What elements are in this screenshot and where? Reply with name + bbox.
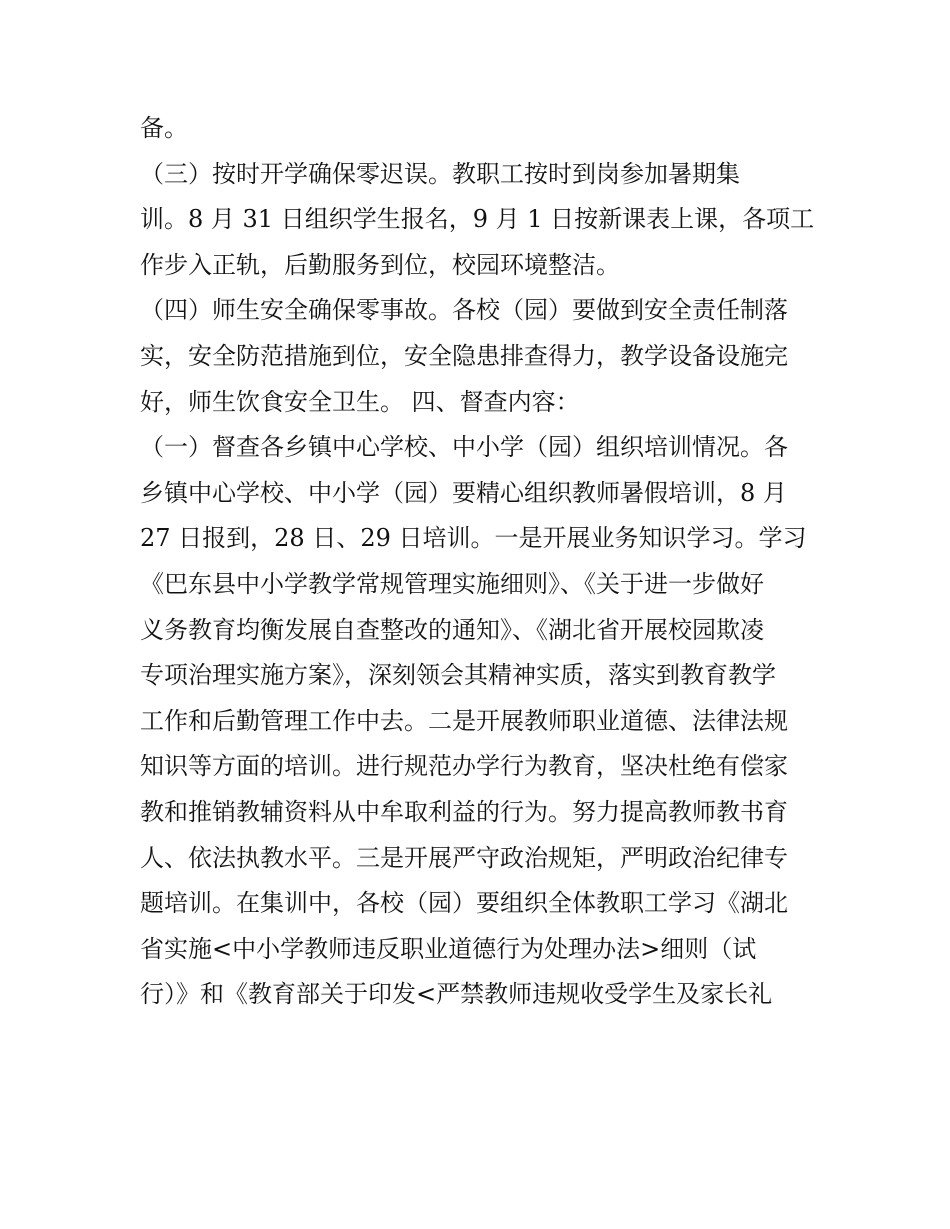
body-text (140, 106, 820, 1018)
text-line: 好，师生饮食安全卫生。 四、督查内容： (140, 387, 580, 416)
text-line: 行）》和《教育部关于印发<严禁教师违规收受学生及家长礼 (140, 980, 773, 1009)
text-line: 教和推销教辅资料从中牟取利益的行为。努力提高教师教书育 (140, 797, 788, 826)
text-line: 训。8 月 31 日组织学生报名，9 月 1 日按新课表上课，各项工 (140, 205, 815, 234)
text-line: （一）督查各乡镇中心学校、中小学（园）组织培训情况。各 (140, 433, 788, 462)
text-line: 专项治理实施方案》，深刻领会其精神实质，落实到教育教学 (140, 661, 776, 690)
text-line: 知识等方面的培训。进行规范办学行为教育，坚决杜绝有偿家 (140, 752, 788, 781)
text-line: 人、依法执教水平。三是开展严守政治规矩，严明政治纪律专 (140, 843, 788, 872)
text-line: 义务教育均衡发展自查整改的通知》、《湖北省开展校园欺凌 (140, 615, 764, 644)
text-line: 《巴东县中小学教学常规管理实施细则》、《关于进一步做好 (140, 569, 764, 598)
text-line: （三）按时开学确保零迟误。教职工按时到岗参加暑期集 (140, 159, 740, 188)
text-line: （四）师生安全确保零事故。各校（园）要做到安全责任制落 (140, 296, 788, 325)
text-line: 27 日报到，28 日、29 日培训。一是开展业务知识学习。学习 (140, 524, 807, 553)
text-line: 实，安全防范措施到位，安全隐患排查得力，教学设备设施完 (140, 341, 788, 370)
text-line: 省实施<中小学教师违反职业道德行为处理办法>细则（试 (140, 934, 757, 963)
text-line: 备。 (140, 114, 188, 142)
text-line: 乡镇中心学校、中小学（园）要精心组织教师暑假培训，8 月 (140, 478, 787, 507)
text-line: 作步入正轨，后勤服务到位，校园环境整洁。 (140, 250, 620, 279)
text-line: 工作和后勤管理工作中去。二是开展教师职业道德、法律法规 (140, 706, 788, 735)
text-line: 题培训。在集训中，各校（园）要组织全体教职工学习《湖北 (140, 889, 788, 918)
